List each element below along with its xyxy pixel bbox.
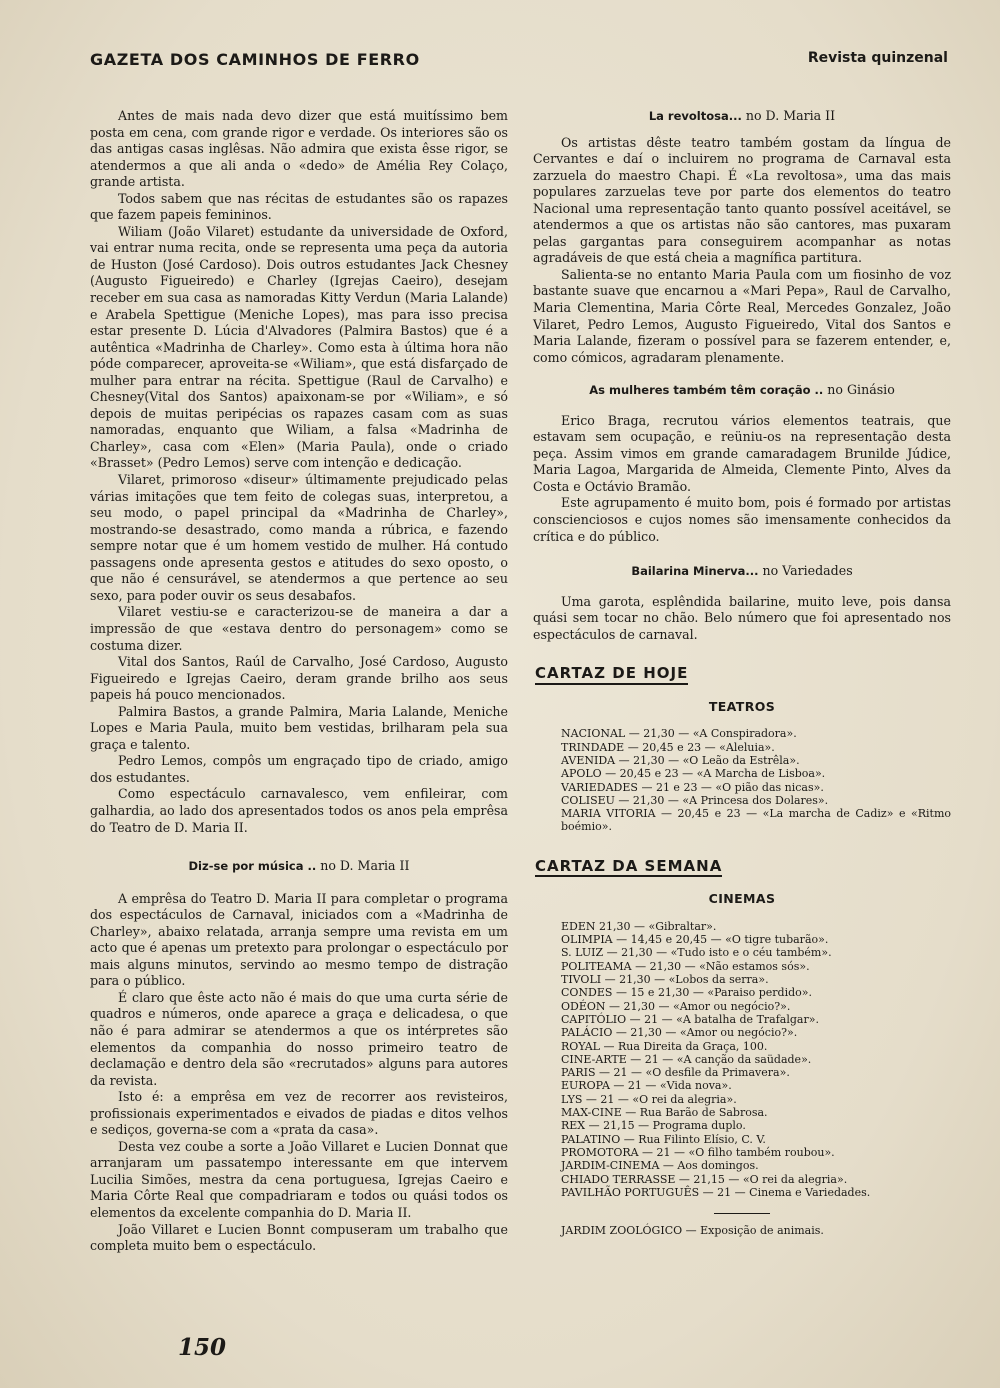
paragraph: É claro que êste acto não é mais do que uma curta série de quadros e números, onde aparece a graça e delicadesa, o que não é para admirar se atendermos a que os intérpretes são elementos da companhia do nosso primeiro teatro de declamação e dentro dela são «recrutados» alguns para autores da revista. xyxy=(90,989,508,1088)
left-column xyxy=(90,108,508,1255)
page-number: 150 xyxy=(178,1334,227,1361)
section-title-bailarina xyxy=(533,563,951,580)
listing-entry: TIVOLI — 21,30 — «Lobos da serra». xyxy=(561,973,769,987)
article-madrinha xyxy=(90,108,508,836)
listing-entry: AVENIDA — 21,30 — «O Leão da Estrêla». xyxy=(561,754,800,767)
listing-entry: LYS — 21 — «O rei da alegria». xyxy=(561,1092,737,1106)
listing-entry: VARIEDADES — 21 e 23 — «O pião das nicas». xyxy=(561,780,824,794)
section-title-venue: no D. Maria II xyxy=(316,858,410,874)
cartaz-semana-block xyxy=(533,858,951,878)
paragraph: Wiliam (João Vilaret) estudante da universidade de Oxford, vai entrar numa recita, onde se representa uma peça da autoria de Huston (José Cardoso). Dois outros estudantes Jack Chesney (Augusto Figueiredo) e Charley (Igrejas Caeiro), desejam receber em sua casa as namoradas Kitty Verdun (Maria Lalande) e Arabela Spettigue (Meniche Lopes), mas para isso precisa estar presente D. Lúcia d'Alvadores (Palmira Bastos) que é a autêntica «Madrinha de Charley». Como esta à última hora não póde comparecer, aproveita-se «Wiliam», que está disfarçado de mulher para entrar na récita. Spettigue (Raul de Carvalho) e Chesney(Vital dos Santos) apaixonam-se por «Wiliam», e só depois de muitas peripécias os rapazes casam com as suas namoradas, enquanto que Wiliam, a falsa «Madrinha de Charley», casa com «Elen» (Maria Paula), onde o criado «Brasset» (Pedro Lemos) serve com intenção e dedicação. xyxy=(90,223,508,471)
listing-entry: CAPITÓLIO — 21 — «A batalha de Trafalgar». xyxy=(561,1012,819,1026)
paragraph: Como espectáculo carnavalesco, vem enfileirar, com galhardia, ao lado dos apresentados todos os anos pela emprêsa do Teatro de D. Maria II. xyxy=(90,786,508,835)
listing-entry: JARDIM-CINEMA — Aos domingos. xyxy=(561,1159,759,1173)
paragraph: Vital dos Santos, Raúl de Carvalho, José Cardoso, Augusto Figueiredo e Igrejas Caeiro, deram grande brilho aos seus papeis há pouco mencionados. xyxy=(90,654,508,703)
paragraph: Erico Braga, recrutou vários elementos teatrais, que estavam sem ocupação, e reüniu-os na representação desta peça. Assim vimos em grande camaradagem Brunilde Júdice, Maria Lagoa, Margarida de Almeida, Clemente Pinto, Alves da Costa e Octávio Bramão. xyxy=(533,412,951,494)
listing-entry: POLITEAMA — 21,30 — «Não estamos sós». xyxy=(561,959,810,973)
paragraph: Antes de mais nada devo dizer que está muitíssimo bem posta em cena, com grande rigor e verdade. Os interiores são os das antigas casas inglêsas. Não admira que exista êsse rigor, se atendermos a que ali anda o «dedo» de Amélia Rey Colaço, grande artista. xyxy=(90,108,508,190)
teatros-list xyxy=(533,727,951,833)
section-title-bold: As mulheres também têm coração .. xyxy=(589,383,824,398)
listing-entry: EDEN 21,30 — «Gibraltar». xyxy=(561,919,717,933)
paragraph: Todos sabem que nas récitas de estudantes são os rapazes que fazem papeis femininos. xyxy=(90,190,508,223)
cinemas-heading: CINEMAS xyxy=(708,891,776,907)
masthead-subtitle: Revista quinzenal xyxy=(807,50,948,66)
listing-entry: MAX-CINE — Rua Barão de Sabrosa. xyxy=(561,1106,768,1120)
paragraph: Palmira Bastos, a grande Palmira, Maria Lalande, Meniche Lopes e Maria Paula, muito bem vestidas, brilharam pela sua graça e talento. xyxy=(90,703,508,752)
paragraph: Vilaret, primoroso «diseur» últimamente prejudicado pelas várias imitações que tem feito de colegas suas, interpretou, a seu modo, o papel principal da «Madrinha de Charley», mostrando-se desastrado, como manda a rúbrica, e fazendo sempre notar que é um homem vestido de mulher. Há contudo passagens onde apresenta gestos e atitudes do sexo oposto, o que não é censurável, se atendermos a que pertence ao seu sexo, para poder ouvir os seus desabafos. xyxy=(90,472,508,603)
paragraph: Desta vez coube a sorte a João Villaret e Lucien Donnat que arranjaram um passatempo interessante em que intervem Lucilia Simões, mestra da cena portuguesa, Igrejas Caeiro e Maria Côrte Real que compadriaram e todos ou quási todos os elementos da excelente companhia do D. Maria II. xyxy=(90,1138,508,1220)
cartaz-hoje-heading: CARTAZ DE HOJE xyxy=(535,665,688,685)
paragraph: Salienta-se no entanto Maria Paula com um fiosinho de voz bastante suave que encarnou a «Mari Pepa», Raul de Carvalho, Maria Clementina, Maria Côrte Real, Mercedes Gonzalez, João Vilaret, Pedro Lemos, Augusto Figueiredo, Vital dos Santos e Maria Lalande, fizeram o possível para se fazerem entender, e, como cómicos, agradaram plenamente. xyxy=(533,266,951,365)
masthead-title: GAZETA DOS CAMINHOS DE FERRO xyxy=(90,50,420,69)
right-column xyxy=(533,108,951,1237)
section-title-venue: no Ginásio xyxy=(823,382,895,398)
listing-entry: PALATINO — Rua Filinto Elísio, C. V. xyxy=(561,1132,766,1146)
listing-entry: PALÁCIO — 21,30 — «Amor ou negócio?». xyxy=(561,1026,798,1040)
listing-entry: PROMOTORA — 21 — «O filho também roubou». xyxy=(561,1145,835,1159)
listing-entry: OLIMPIA — 14,45 e 20,45 — «O tigre tubarão». xyxy=(561,933,829,947)
article-diz-se xyxy=(90,891,508,1255)
cartaz-semana-heading: CARTAZ DA SEMANA xyxy=(535,858,722,878)
listing-entry: APOLO — 20,45 e 23 — «A Marcha de Lisboa». xyxy=(561,767,826,781)
section-title-mulheres xyxy=(533,382,951,399)
section-title-venue: no D. Maria II xyxy=(741,108,836,123)
divider-rule xyxy=(714,1213,770,1214)
listing-entry: CONDES — 15 e 21,30 — «Paraiso perdido». xyxy=(561,986,812,1000)
listing-entry: PARIS — 21 — «O desfile da Primavera». xyxy=(561,1066,790,1080)
section-title-revoltosa xyxy=(533,108,951,125)
section-title-bold: La revoltosa... xyxy=(648,109,742,123)
cinemas-list xyxy=(533,920,951,1199)
listing-entry: ROYAL — Rua Direita da Graça, 100. xyxy=(561,1039,768,1053)
listing-entry: PAVILHÃO PORTUGUÊS — 21 — Cinema e Variedades. xyxy=(561,1185,871,1199)
listing-entry: EUROPA — 21 — «Vida nova». xyxy=(561,1079,732,1093)
paragraph: Vilaret vestiu-se e caracterizou-se de maneira a dar a impressão de que «estava dentro do personagem» como se costuma dizer. xyxy=(90,604,508,653)
listing-entry: MARIA VITORIA — 20,45 e 23 — «La marcha de Cadiz» e «Ritmo boémio». xyxy=(561,807,951,834)
listing-entry: S. LUIZ — 21,30 — «Tudo isto e o céu também». xyxy=(561,946,832,960)
section-title-bold: Bailarina Minerva... xyxy=(631,564,759,579)
listing-entry: CHIADO TERRASSE — 21,15 — «O rei da alegria». xyxy=(561,1172,848,1186)
section-title-bold: Diz-se por música .. xyxy=(188,859,317,874)
listing-entry: NACIONAL — 21,30 — «A Conspiradora». xyxy=(561,727,797,741)
paragraph: Isto é: a emprêsa em vez de recorrer aos revisteiros, profissionais experimentados e eivados de piadas e ditos velhos e sediços, governa-se com a «prata da casa». xyxy=(90,1089,508,1138)
paragraph: João Villaret e Lucien Bonnt compuseram um trabalho que completa muito bem o espectáculo. xyxy=(90,1221,508,1254)
cartaz-hoje-block xyxy=(533,665,951,685)
paragraph: Pedro Lemos, compôs um engraçado tipo de criado, amigo dos estudantes. xyxy=(90,753,508,785)
section-title-diz-se xyxy=(90,858,508,875)
paragraph: Os artistas dêste teatro também gostam da língua de Cervantes e daí o incluirem no programa de Carnaval esta zarzuela do maestro Chapi. É «La revoltosa», uma das mais populares zarzuelas teve por parte dos elementos do teatro Nacional uma representação tanto quanto possível aceitável, se atendermos a que os artistas não são cantores, mas puxaram pelas gargantas para conseguirem acompanhar as notas agradáveis de que está cheia a magnífica partitura. xyxy=(533,134,951,266)
listing-entry: TRINDADE — 20,45 e 23 — «Aleluia». xyxy=(561,740,775,754)
listing-entry: ODÉON — 21,30 — «Amor ou negócio?». xyxy=(561,999,791,1013)
listing-entry: REX — 21,15 — Programa duplo. xyxy=(561,1119,746,1133)
paragraph: Este agrupamento é muito bom, pois é formado por artistas conscienciosos e cujos nomes são imensamente conhecidos da crítica e do público. xyxy=(533,495,951,544)
paragraph: Uma garota, esplêndida bailarine, muito leve, pois dansa quási sem tocar no chão. Belo número que foi apresentado nos espectáculos de carnaval. xyxy=(533,593,951,642)
teatros-heading: TEATROS xyxy=(708,698,776,714)
section-title-venue: no Variedades xyxy=(758,563,853,579)
paragraph: A emprêsa do Teatro D. Maria II para completar o programa dos espectáculos de Carnaval, iniciados com a «Madrinha de Charley», abaixo relatada, arranja sempre uma revista em um acto que é apenas um pretexto para prolongar o espectáculo por mais alguns minutos, servindo ao mesmo tempo de distração para o público. xyxy=(90,890,508,989)
listing-entry: COLISEU — 21,30 — «A Princesa dos Dolares». xyxy=(561,793,829,807)
zoo-entry: JARDIM ZOOLÓGICO — Exposição de animais. xyxy=(561,1224,824,1238)
listing-entry: CINE-ARTE — 21 — «A canção da saüdade». xyxy=(561,1052,812,1066)
